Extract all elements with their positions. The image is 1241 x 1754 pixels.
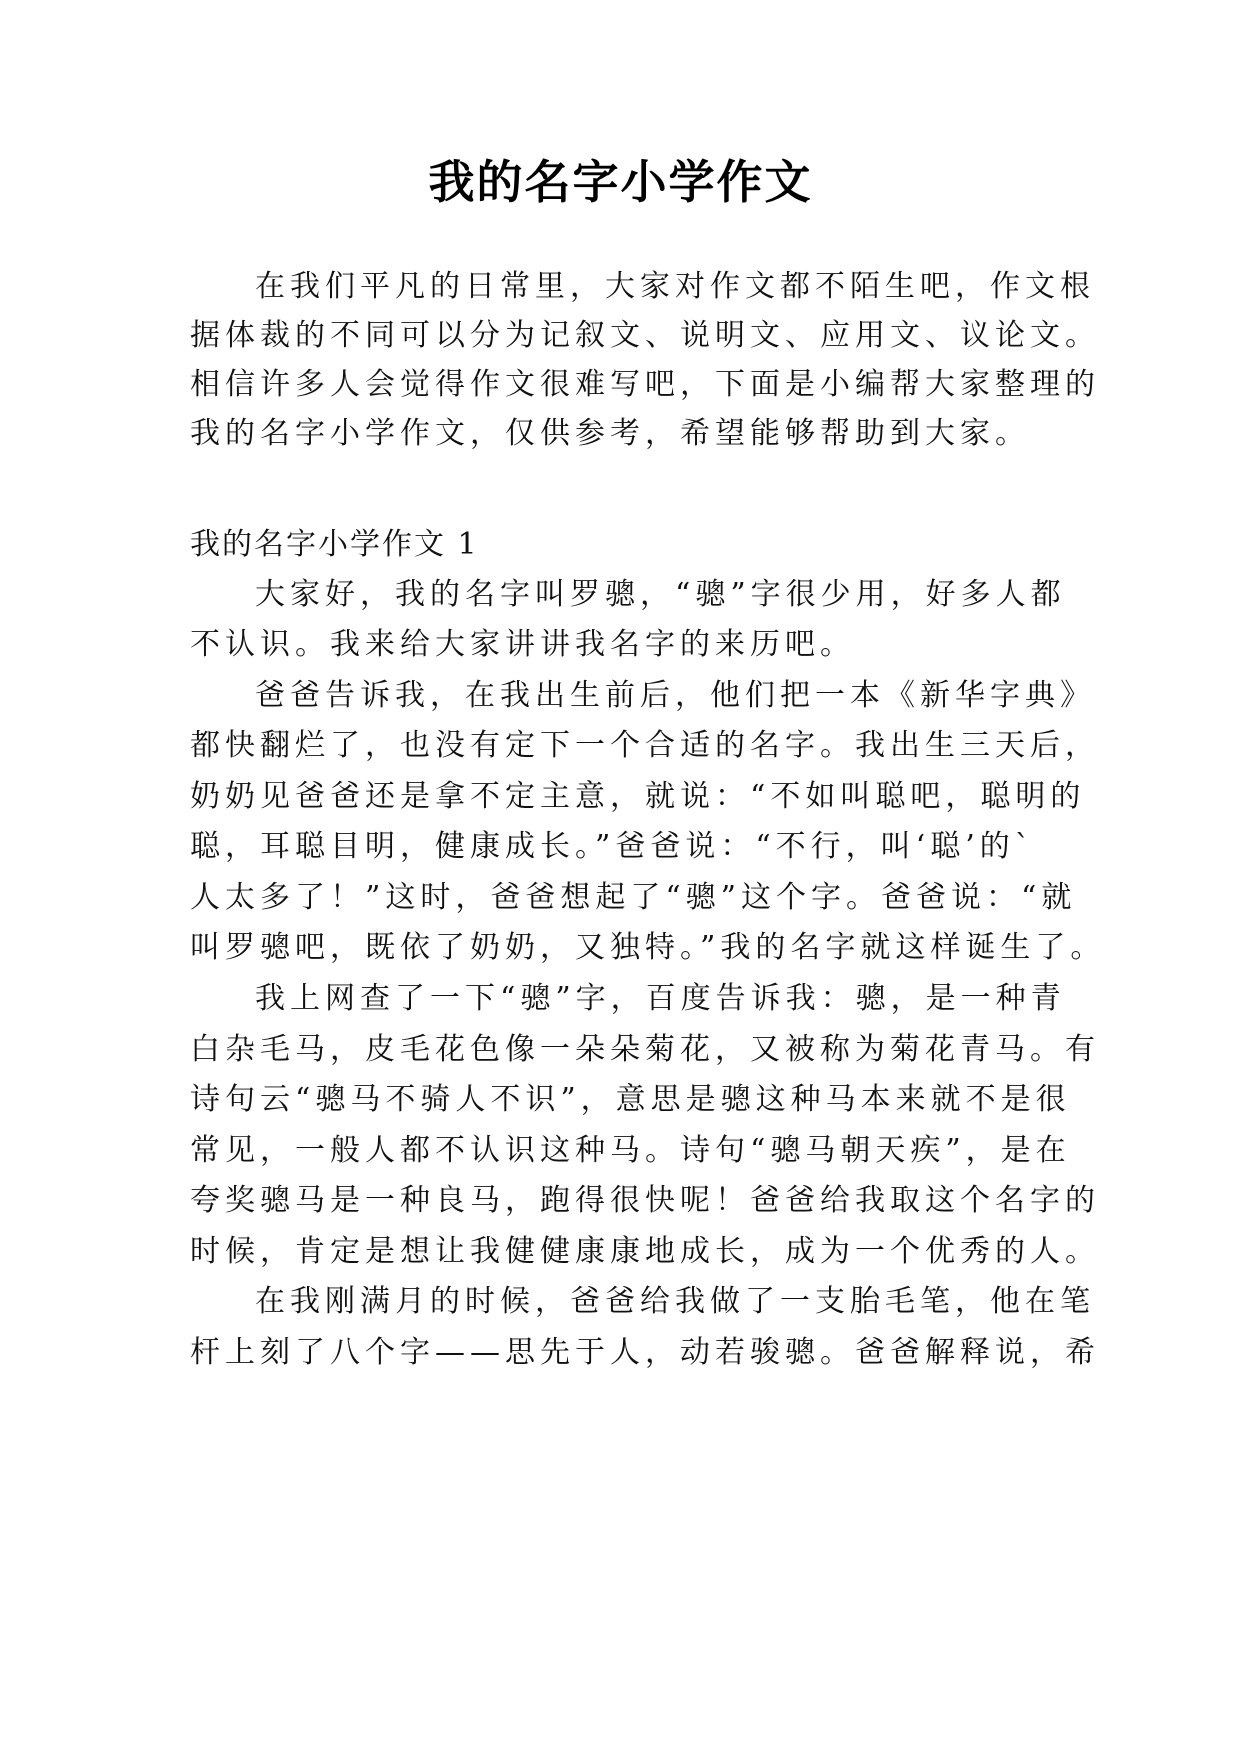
body-line: 叫罗骢吧，既依了奶奶，又独特。”我的名字就这样诞生了。 <box>190 930 1106 965</box>
body-line: 都快翻烂了，也没有定下一个合适的名字。我出生三天后， <box>190 728 1100 763</box>
body-line: 时候，肯定是想让我健健康康地成长，成为一个优秀的人。 <box>190 1234 1100 1269</box>
intro-line: 我的名字小学作文，仅供参考，希望能够帮助到大家。 <box>190 416 1030 451</box>
body-line: 人太多了！”这时，爸爸想起了“骢”这个字。爸爸说：“就 <box>190 880 1077 915</box>
intro-line: 相信许多人会觉得作文很难写吧，下面是小编帮大家整理的 <box>190 367 1100 402</box>
section-heading: 我的名字小学作文 1 <box>190 527 479 562</box>
body-line: 杆上刻了八个字——思先于人，动若骏骢。爸爸解释说，希 <box>190 1335 1100 1370</box>
body-line: 我上网查了一下“骢”字，百度告诉我：骢，是一种青 <box>255 981 1066 1016</box>
body-line: 白杂毛马，皮毛花色像一朵朵菊花，又被称为菊花青马。有 <box>190 1032 1100 1067</box>
body-line: 大家好，我的名字叫罗骢，“骢”字很少用，好多人都 <box>255 577 1066 612</box>
intro-line: 在我们平凡的日常里，大家对作文都不陌生吧，作文根 <box>255 269 1095 304</box>
body-line: 爸爸告诉我，在我出生前后，他们把一本《新华字典》 <box>255 678 1095 713</box>
body-line: 奶奶见爸爸还是拿不定主意，就说：“不如叫聪吧，聪明的 <box>190 779 1086 814</box>
body-line: 聪，耳聪目明，健康成长。”爸爸说：“不行，叫‘聪’的` <box>190 829 1035 864</box>
page-title: 我的名字小学作文 <box>428 155 813 209</box>
body-line: 诗句云“骢马不骑人不识”，意思是骢这种马本来就不是很 <box>190 1082 1071 1117</box>
intro-line: 据体裁的不同可以分为记叙文、说明文、应用文、议论文。 <box>190 318 1100 353</box>
body-line: 常见，一般人都不认识这种马。诗句“骢马朝天疾”，是在 <box>190 1133 1071 1168</box>
body-line: 夸奖骢马是一种良马，跑得很快呢！爸爸给我取这个名字的 <box>190 1183 1100 1218</box>
body-line: 在我刚满月的时候，爸爸给我做了一支胎毛笔，他在笔 <box>255 1284 1095 1319</box>
body-line: 不认识。我来给大家讲讲我名字的来历吧。 <box>190 627 855 662</box>
